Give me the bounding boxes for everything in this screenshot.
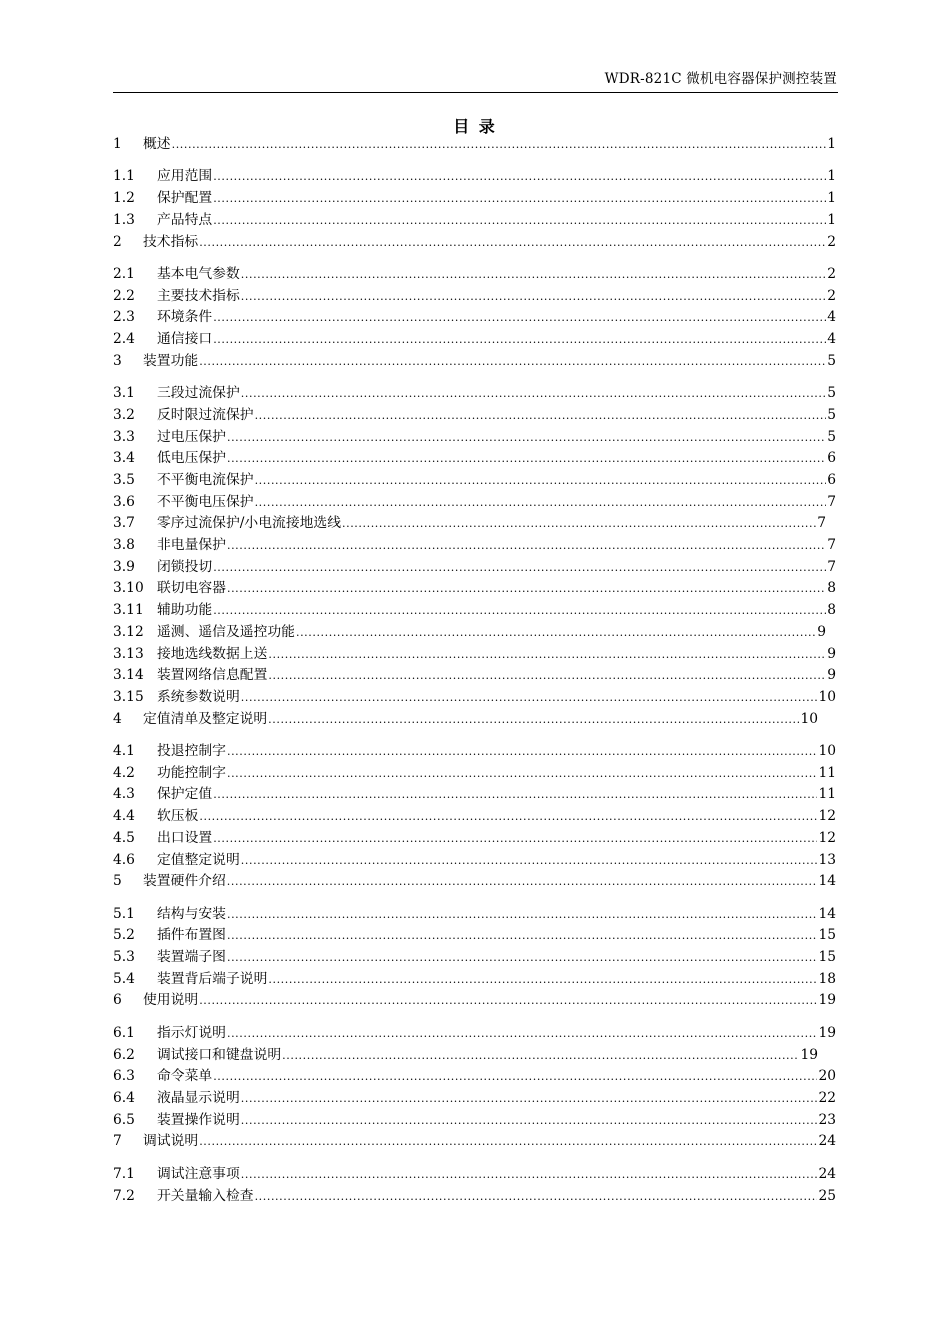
toc-section-entry[interactable] (113, 1110, 836, 1132)
toc-section-entry[interactable] (113, 513, 836, 535)
toc-entry-number: 3.1 (113, 385, 135, 402)
toc-dot-leader (213, 188, 826, 210)
toc-section-entry[interactable] (113, 448, 836, 470)
toc-chapter-entry[interactable] (113, 134, 836, 156)
toc-entry-number: 3.9 (113, 558, 135, 575)
toc-section-entry[interactable] (113, 1066, 836, 1088)
toc-dot-leader (268, 709, 799, 731)
toc-entry-page: 10 (818, 688, 836, 705)
toc-dot-leader (241, 383, 826, 405)
toc-entry-number: 3.14 (113, 667, 144, 684)
toc-dot-leader (227, 448, 826, 470)
toc-entry-label: 应用范围 (157, 168, 213, 185)
toc-entry-page: 4 (827, 309, 836, 326)
toc-entry-label: 基本电气参数 (157, 266, 240, 283)
toc-dot-leader (227, 947, 817, 969)
toc-entry-page: 1 (827, 190, 836, 207)
toc-entry-number: 4.3 (113, 786, 135, 803)
toc-entry-label: 调试说明 (143, 1133, 199, 1150)
toc-entry-label: 辅助功能 (157, 602, 213, 619)
running-header: WDR-821C 微机电容器保护测控装置 (604, 71, 837, 87)
toc-dot-leader (241, 850, 818, 872)
toc-entry-label: 定值整定说明 (157, 851, 240, 868)
toc-entry-number: 3.15 (113, 688, 144, 705)
toc-dot-leader (213, 307, 826, 329)
toc-entry-label: 产品特点 (157, 211, 213, 228)
toc-dot-leader (199, 351, 826, 373)
toc-entry-number: 2.4 (113, 331, 135, 348)
toc-chapter-entry[interactable] (113, 351, 836, 373)
toc-dot-leader (199, 232, 826, 254)
toc-entry-label: 装置背后端子说明 (157, 970, 268, 987)
toc-entry-page: 6 (827, 472, 836, 489)
toc-entry-number: 4.6 (113, 851, 135, 868)
toc-entry-label: 装置硬件介绍 (143, 873, 226, 890)
toc-entry-number: 5.3 (113, 949, 135, 966)
toc-entry-page: 9 (827, 645, 836, 662)
toc-chapter-entry[interactable] (113, 990, 836, 1012)
toc-entry-page: 11 (818, 786, 836, 803)
toc-section-entry[interactable] (113, 784, 836, 806)
toc-entry-page: 19 (818, 992, 836, 1009)
toc-section-entry[interactable] (113, 329, 836, 351)
toc-entry-number: 3.3 (113, 428, 135, 445)
toc-entry-number: 2.3 (113, 309, 135, 326)
toc-entry-label: 保护定值 (157, 786, 213, 803)
toc-entry-label: 环境条件 (157, 309, 213, 326)
toc-entry-page: 13 (818, 851, 836, 868)
toc-dot-leader (213, 828, 817, 850)
toc-dot-leader (227, 578, 826, 600)
toc-entry-number: 3 (113, 352, 122, 369)
toc-section-entry[interactable] (113, 1088, 836, 1110)
toc-entry-page: 23 (818, 1111, 836, 1128)
toc-entry-page: 10 (818, 743, 836, 760)
toc-dot-leader (199, 806, 817, 828)
toc-dot-leader (213, 600, 826, 622)
toc-entry-page: 14 (818, 905, 836, 922)
toc-entry-page: 5 (827, 385, 836, 402)
toc-section-entry[interactable] (113, 307, 836, 329)
toc-section-entry[interactable] (113, 557, 836, 579)
toc-entry-number: 6.4 (113, 1089, 135, 1106)
toc-entry-number: 6.2 (113, 1046, 135, 1063)
toc-entry-label: 系统参数说明 (157, 688, 240, 705)
toc-entry-label: 结构与安装 (157, 905, 226, 922)
toc-entry-page: 2 (827, 266, 836, 283)
toc-entry-page: 5 (827, 406, 836, 423)
toc-entry-number: 6.5 (113, 1111, 135, 1128)
toc-entry-number: 2.2 (113, 287, 135, 304)
toc-entry-label: 主要技术指标 (157, 287, 240, 304)
toc-entry-number: 1.3 (113, 211, 135, 228)
toc-entry-number: 5.4 (113, 970, 135, 987)
toc-dot-leader (342, 513, 816, 535)
toc-entry-label: 三段过流保护 (157, 385, 240, 402)
toc-entry-label: 液晶显示说明 (157, 1089, 240, 1106)
toc-entry-page: 15 (818, 949, 836, 966)
toc-entry-page: 18 (818, 970, 836, 987)
toc-section-entry[interactable] (113, 1045, 836, 1067)
toc-section-entry[interactable] (113, 535, 836, 557)
toc-entry-page: 2 (827, 233, 836, 250)
toc-section-entry[interactable] (113, 1164, 836, 1186)
toc-title: 目 录 (453, 117, 497, 136)
toc-entry-label: 不平衡电压保护 (157, 493, 254, 510)
toc-entry-label: 调试接口和键盘说明 (157, 1046, 282, 1063)
toc-section-entry[interactable] (113, 470, 836, 492)
toc-entry-label: 保护配置 (157, 190, 213, 207)
toc-entry-label: 联切电容器 (157, 580, 226, 597)
toc-entry-page: 7 (817, 515, 826, 532)
toc-entry-number: 4.4 (113, 808, 135, 825)
toc-section-entry[interactable] (113, 828, 836, 850)
toc-section-entry[interactable] (113, 600, 836, 622)
toc-entry-number: 7.2 (113, 1187, 135, 1204)
toc-entry-number: 3.4 (113, 450, 135, 467)
toc-section-entry[interactable] (113, 1023, 836, 1045)
toc-entry-label: 指示灯说明 (157, 1024, 226, 1041)
toc-entry-label: 命令菜单 (157, 1068, 213, 1085)
toc-chapter-entry[interactable] (113, 709, 836, 731)
toc-dot-leader (268, 644, 826, 666)
toc-dot-leader (227, 763, 817, 785)
toc-entry-label: 通信接口 (157, 331, 213, 348)
toc-entry-label: 使用说明 (143, 992, 199, 1009)
toc-entry-label: 零序过流保护/小电流接地选线 (157, 515, 342, 532)
toc-section-entry[interactable] (113, 665, 836, 687)
toc-dot-leader (241, 264, 826, 286)
toc-dot-leader (227, 904, 817, 926)
toc-dot-leader (172, 134, 827, 156)
toc-section-entry[interactable] (113, 925, 836, 947)
toc-entry-page: 8 (827, 580, 836, 597)
toc-entry-number: 5 (113, 873, 122, 890)
toc-section-entry[interactable] (113, 166, 836, 188)
toc-entry-label: 装置操作说明 (157, 1111, 240, 1128)
toc-section-entry[interactable] (113, 1186, 836, 1208)
toc-entry-number: 2 (113, 233, 122, 250)
toc-entry-page: 7 (827, 558, 836, 575)
toc-entry-number: 3.10 (113, 580, 144, 597)
toc-entry-page: 1 (827, 211, 836, 228)
toc-section-entry[interactable] (113, 850, 836, 872)
toc-entry-page: 10 (800, 710, 818, 727)
toc-entry-number: 4 (113, 710, 122, 727)
toc-section-entry[interactable] (113, 383, 836, 405)
toc-section-entry[interactable] (113, 210, 836, 232)
toc-entry-page: 8 (827, 602, 836, 619)
toc-dot-leader (213, 166, 826, 188)
toc-section-entry[interactable] (113, 806, 836, 828)
toc-entry-number: 3.12 (113, 623, 144, 640)
toc-dot-leader (268, 969, 817, 991)
toc-dot-leader (255, 470, 827, 492)
toc-entry-page: 12 (818, 829, 836, 846)
toc-entry-label: 装置功能 (143, 352, 199, 369)
toc-entry-number: 3.5 (113, 472, 135, 489)
toc-entry-page: 20 (818, 1068, 836, 1085)
toc-section-entry[interactable] (113, 687, 836, 709)
toc-entry-page: 22 (818, 1089, 836, 1106)
toc-entry-number: 3.8 (113, 537, 135, 554)
toc-entry-page: 19 (818, 1024, 836, 1041)
toc-entry-number: 3.7 (113, 515, 135, 532)
toc-entry-label: 调试注意事项 (157, 1165, 240, 1182)
toc-dot-leader (213, 784, 817, 806)
toc-entry-number: 1.2 (113, 190, 135, 207)
toc-entry-label: 技术指标 (143, 233, 199, 250)
toc-dot-leader (268, 665, 826, 687)
toc-dot-leader (227, 427, 826, 449)
toc-entry-page: 14 (818, 873, 836, 890)
toc-entry-label: 装置网络信息配置 (157, 667, 268, 684)
toc-entry-page: 11 (818, 764, 836, 781)
toc-entry-label: 开关量输入检查 (157, 1187, 254, 1204)
toc-section-entry[interactable] (113, 947, 836, 969)
toc-section-entry[interactable] (113, 286, 836, 308)
toc-entry-number: 2.1 (113, 266, 135, 283)
toc-entry-number: 6.1 (113, 1024, 135, 1041)
toc-entry-label: 低电压保护 (157, 450, 226, 467)
toc-entry-number: 4.2 (113, 764, 135, 781)
toc-entry-page: 12 (818, 808, 836, 825)
toc-section-entry[interactable] (113, 264, 836, 286)
toc-section-entry[interactable] (113, 644, 836, 666)
toc-entry-label: 插件布置图 (157, 927, 226, 944)
toc-entry-page: 1 (827, 168, 836, 185)
toc-dot-leader (241, 687, 818, 709)
toc-dot-leader (227, 535, 826, 557)
toc-entry-page: 9 (827, 667, 836, 684)
toc-entry-label: 投退控制字 (157, 743, 226, 760)
toc-dot-leader (213, 1066, 817, 1088)
table-of-contents (113, 134, 836, 1207)
toc-section-entry[interactable] (113, 492, 836, 514)
toc-entry-page: 7 (827, 537, 836, 554)
toc-section-entry[interactable] (113, 188, 836, 210)
toc-entry-page: 25 (818, 1187, 836, 1204)
header-rule (113, 92, 838, 93)
toc-entry-label: 定值清单及整定说明 (143, 710, 268, 727)
toc-entry-page: 1 (827, 136, 836, 152)
toc-entry-number: 6.3 (113, 1068, 135, 1085)
toc-entry-label: 遥测、遥信及遥控功能 (157, 623, 295, 640)
toc-entry-number: 7.1 (113, 1165, 135, 1182)
toc-chapter-entry[interactable] (113, 871, 836, 893)
toc-entry-label: 反时限过流保护 (157, 406, 254, 423)
toc-dot-leader (255, 492, 827, 514)
toc-dot-leader (282, 1045, 799, 1067)
toc-dot-leader (241, 1110, 818, 1132)
toc-entry-number: 3.11 (113, 602, 144, 619)
toc-entry-page: 24 (818, 1133, 836, 1150)
toc-entry-page: 6 (827, 450, 836, 467)
toc-entry-number: 1 (113, 136, 122, 152)
toc-entry-page: 9 (817, 623, 826, 640)
toc-entry-number: 4.5 (113, 829, 135, 846)
toc-entry-label: 装置端子图 (157, 949, 226, 966)
toc-entry-number: 5.2 (113, 927, 135, 944)
toc-entry-page: 5 (827, 352, 836, 369)
toc-entry-number: 7 (113, 1133, 122, 1150)
toc-section-entry[interactable] (113, 904, 836, 926)
toc-chapter-entry[interactable] (113, 232, 836, 254)
toc-dot-leader (241, 1088, 818, 1110)
toc-dot-leader (213, 557, 826, 579)
toc-entry-number: 3.2 (113, 406, 135, 423)
toc-dot-leader (241, 286, 826, 308)
toc-entry-page: 2 (827, 287, 836, 304)
toc-section-entry[interactable] (113, 741, 836, 763)
toc-dot-leader (241, 1164, 818, 1186)
toc-entry-label: 概述 (143, 136, 171, 152)
toc-entry-label: 闭锁投切 (157, 558, 213, 575)
toc-entry-label: 出口设置 (157, 829, 213, 846)
toc-section-entry[interactable] (113, 427, 836, 449)
toc-dot-leader (255, 405, 827, 427)
toc-dot-leader (227, 741, 817, 763)
toc-entry-page: 15 (818, 927, 836, 944)
toc-section-entry[interactable] (113, 622, 836, 644)
toc-dot-leader (227, 1023, 817, 1045)
toc-entry-number: 3.13 (113, 645, 144, 662)
toc-section-entry[interactable] (113, 578, 836, 600)
toc-entry-number: 4.1 (113, 743, 135, 760)
toc-entry-page: 5 (827, 428, 836, 445)
toc-entry-number: 1.1 (113, 168, 135, 185)
toc-dot-leader (199, 1131, 817, 1153)
toc-entry-label: 不平衡电流保护 (157, 472, 254, 489)
toc-entry-label: 软压板 (157, 808, 199, 825)
toc-entry-label: 接地选线数据上送 (157, 645, 268, 662)
toc-entry-label: 过电压保护 (157, 428, 226, 445)
toc-dot-leader (227, 871, 818, 893)
toc-section-entry[interactable] (113, 763, 836, 785)
toc-dot-leader (255, 1186, 818, 1208)
toc-dot-leader (199, 990, 817, 1012)
toc-entry-number: 5.1 (113, 905, 135, 922)
toc-section-entry[interactable] (113, 969, 836, 991)
toc-dot-leader (213, 329, 826, 351)
toc-entry-label: 非电量保护 (157, 537, 226, 554)
toc-dot-leader (227, 925, 817, 947)
toc-entry-page: 4 (827, 331, 836, 348)
toc-entry-page: 7 (827, 493, 836, 510)
toc-dot-leader (213, 210, 826, 232)
toc-entry-label: 功能控制字 (157, 764, 226, 781)
toc-entry-page: 19 (800, 1046, 818, 1063)
toc-entry-page: 24 (818, 1165, 836, 1182)
toc-entry-number: 6 (113, 992, 122, 1009)
toc-entry-number: 3.6 (113, 493, 135, 510)
toc-chapter-entry[interactable] (113, 1131, 836, 1153)
toc-dot-leader (296, 622, 816, 644)
toc-section-entry[interactable] (113, 405, 836, 427)
